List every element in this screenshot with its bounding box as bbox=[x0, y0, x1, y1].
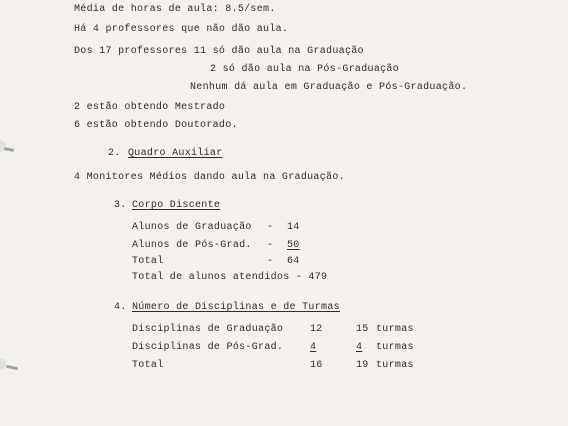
row-label: Disciplinas de Pós-Grad. bbox=[132, 342, 284, 353]
text-line: Há 4 professores que não dão aula. bbox=[74, 24, 289, 35]
section-title: Corpo Discente bbox=[132, 200, 221, 211]
pen-mark bbox=[6, 365, 18, 370]
row-turmas: 15 bbox=[356, 324, 369, 335]
text-line: 6 estão obtendo Doutorado. bbox=[74, 120, 238, 131]
row-unit: turmas bbox=[376, 342, 414, 353]
section-number: 2. bbox=[108, 148, 121, 159]
text-line: 2 estão obtendo Mestrado bbox=[74, 102, 226, 113]
section-number: 3. bbox=[114, 200, 127, 211]
pen-mark bbox=[4, 147, 14, 152]
section-title: Número de Disciplinas e de Turmas bbox=[132, 302, 340, 313]
row-dash: - bbox=[267, 222, 274, 233]
row-label: Alunos de Graduação bbox=[132, 222, 252, 233]
binder-hole bbox=[0, 358, 6, 370]
row-label: Disciplinas de Graduação bbox=[132, 324, 284, 335]
row-turmas: 4 bbox=[356, 342, 363, 353]
row-value: 50 bbox=[287, 240, 300, 251]
row-value: 64 bbox=[287, 256, 300, 267]
row-value: 14 bbox=[287, 222, 300, 233]
text-line: 2 só dão aula na Pós-Graduação bbox=[210, 64, 400, 75]
row-count: 16 bbox=[310, 360, 323, 371]
row-count: 4 bbox=[310, 342, 317, 353]
row-unit: turmas bbox=[376, 324, 414, 335]
row-count: 12 bbox=[310, 324, 323, 335]
text-line: Nenhum dá aula em Graduação e Pós-Graduação. bbox=[190, 82, 468, 93]
row-label: Total bbox=[132, 360, 164, 371]
text-line: 4 Monitores Médios dando aula na Graduação. bbox=[74, 172, 345, 183]
section-title: Quadro Auxiliar bbox=[128, 148, 223, 159]
section-number: 4. bbox=[114, 302, 127, 313]
row-label: Alunos de Pós-Grad. bbox=[132, 240, 252, 251]
row-unit: turmas bbox=[376, 360, 414, 371]
row-label: Total bbox=[132, 256, 164, 267]
row-dash: - bbox=[267, 256, 274, 267]
row-dash: - bbox=[267, 240, 274, 251]
row-turmas: 19 bbox=[356, 360, 369, 371]
text-line: Total de alunos atendidos - 479 bbox=[132, 272, 328, 283]
text-line: Dos 17 professores 11 só dão aula na Graduação bbox=[74, 46, 364, 57]
text-line: Média de horas de aula: 8.5/sem. bbox=[74, 4, 276, 15]
